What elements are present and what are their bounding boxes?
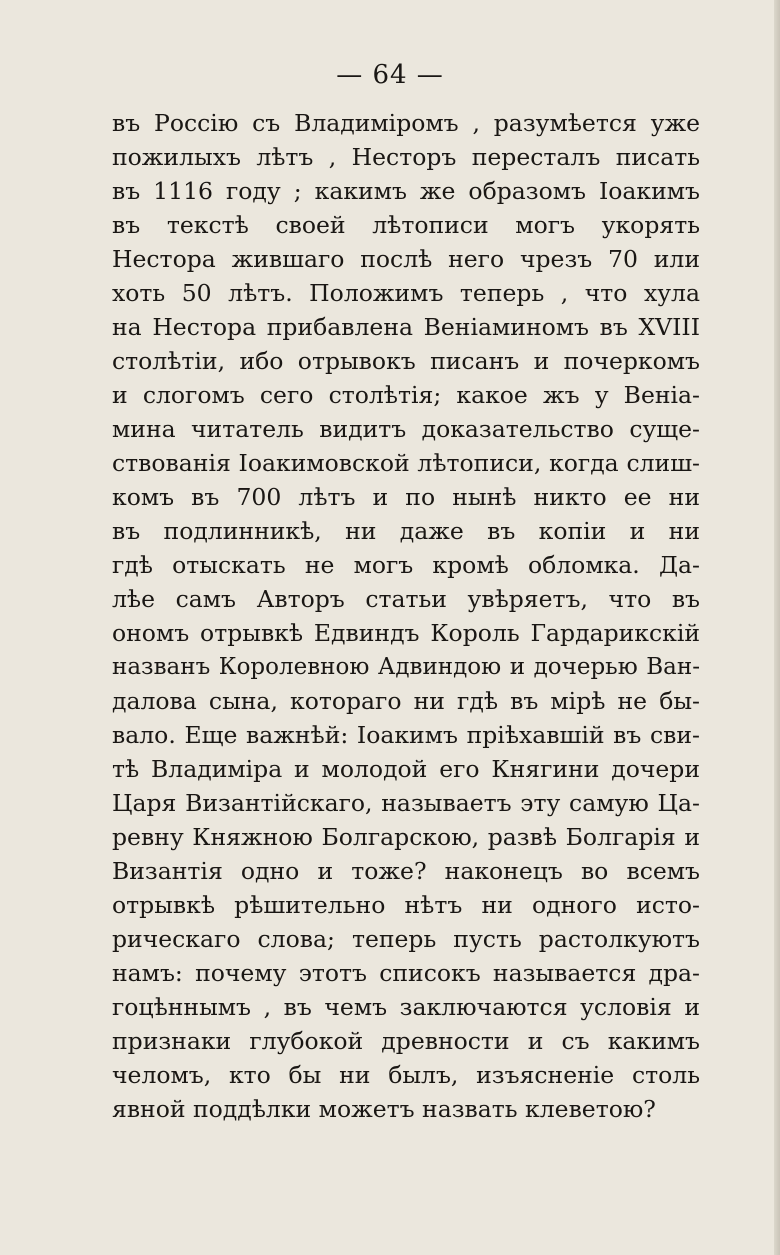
text-line: на Нестора прибавлена Веніаминомъ въ XVIII [112,313,700,341]
text-line: Нестора жившаго послѣ него чрезъ 70 или [112,245,700,273]
text-line: ономъ отрывкѣ Едвиндъ Король Гардарикскій [112,619,700,647]
text-line: далова сына, котораго ни гдѣ въ мірѣ не бы- [112,687,700,715]
text-line: въ Россію съ Владиміромъ , разумѣется уже [112,109,700,137]
page-edge [774,0,780,1255]
text-line: отрывкѣ рѣшительно нѣтъ ни одного исто- [112,891,700,919]
text-line: названъ Королевною Адвиндою и дочерью Ван- [112,654,700,680]
text-line: рическаго слова; теперь пусть растолкуютъ [112,925,700,953]
text-line: челомъ, кто бы ни былъ, изъясненіе столь [112,1061,700,1089]
text-line: въ 1116 году ; какимъ же образомъ Іоакимъ [112,177,700,205]
page-number: — 64 — [336,60,444,90]
text-line: явной поддѣлки можетъ назвать клеветою? [112,1095,656,1123]
text-line: ревну Княжною Болгарскою, развѣ Болгарія и [112,823,700,851]
text-line: и слогомъ сего столѣтія; какое жъ у Веніа- [112,381,700,409]
text-line: въ текстѣ своей лѣтописи могъ укорять [112,211,700,239]
text-line: тѣ Владиміра и молодой его Княгини дочери [112,755,700,783]
text-line: столѣтіи, ибо отрывокъ писанъ и почеркомъ [112,347,700,375]
text-line: вало. Еще важнѣй: Іоакимъ пріѣхавшій въ сви- [112,721,700,749]
body-text [112,106,700,1126]
text-line: ствованія Іоакимовской лѣтописи, когда слиш- [112,449,700,477]
text-line: комъ въ 700 лѣтъ и по нынѣ никто ее ни [112,483,700,511]
text-line: признаки глубокой древности и съ какимъ [112,1027,700,1055]
text-line: гдѣ отыскать не могъ кромѣ обломка. Да- [112,551,700,579]
text-line: въ подлинникѣ, ни даже въ копіи и ни [112,517,700,545]
text-line: Византія одно и тоже? наконецъ во всемъ [112,857,700,885]
text-line: пожилыхъ лѣтъ , Несторъ пересталъ писать [112,143,700,171]
text-line: хоть 50 лѣтъ. Положимъ теперь , что хула [112,279,700,307]
text-line: гоцѣннымъ , въ чемъ заключаются условія и [112,993,700,1021]
text-line: намъ: почему этотъ списокъ называется дра- [112,959,700,987]
text-line: Царя Византійскаго, называетъ эту самую Ца- [112,789,700,817]
text-line: мина читатель видитъ доказательство суще- [112,415,700,443]
text-line: лѣе самъ Авторъ статьи увѣряетъ, что въ [112,585,700,613]
